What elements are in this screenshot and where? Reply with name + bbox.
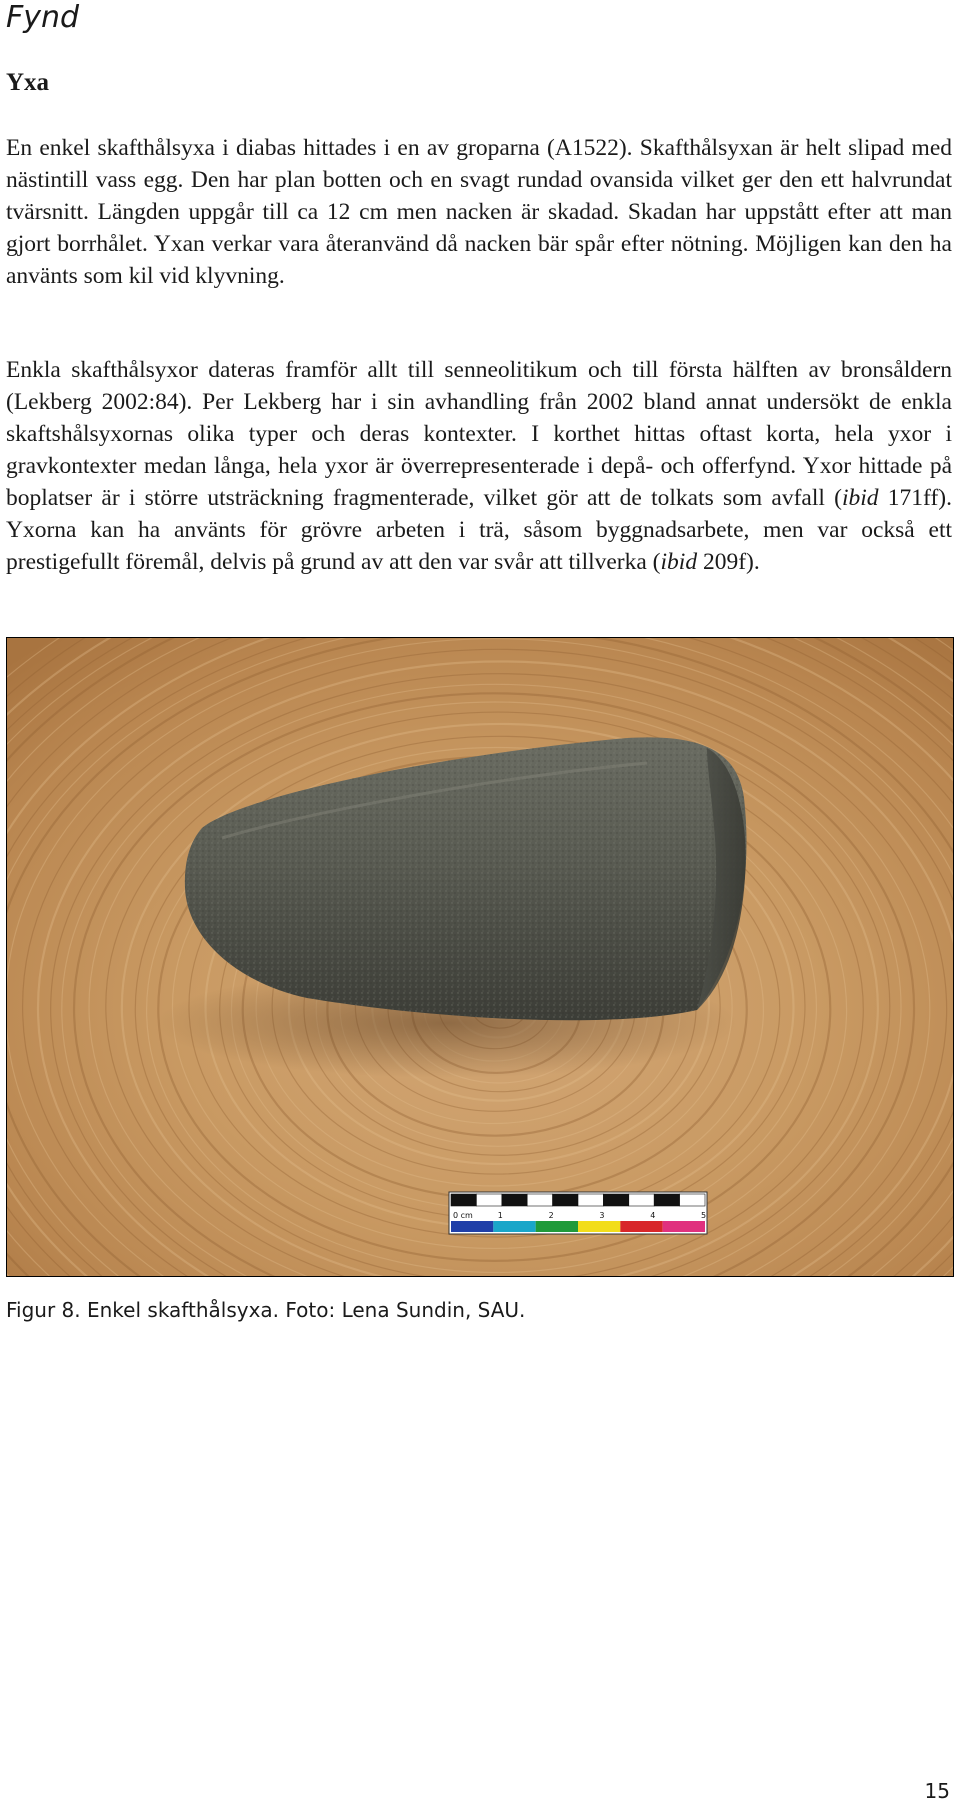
scale-segment: [603, 1194, 628, 1206]
body-paragraph-2: [6, 354, 952, 578]
ibid-reference-2: ibid: [660, 549, 698, 575]
scale-segment: [476, 1194, 501, 1206]
scale-segment: [451, 1194, 476, 1206]
scale-segment: [578, 1194, 603, 1206]
scale-color-patch: [620, 1221, 662, 1232]
scale-tick-label: 4: [650, 1211, 656, 1220]
scale-color-patch: [451, 1221, 493, 1232]
paragraph-2-part-1: Enkla skafthålsyxor dateras framför allt till senneolitikum och till första hälften av bronsåldern (Lekberg 2002:84). Per Lekberg har i sin avhandling från 2002 bland annat undersökt de enkla skaftshålsyxornas olika typer och deras kontexter. I korthet hittas oftast korta, hela yxor i gravkontexter medan långa, hela yxor är överrepresenterade i depå- och offerfynd. Yxor hittade på boplatser är i större utsträckning fragmenterade, vilket gör att de tolkats som avfall (: [6, 357, 952, 511]
scale-color-patch: [536, 1221, 578, 1232]
ibid-reference-1: ibid: [842, 485, 879, 511]
scale-segment: [553, 1194, 578, 1206]
scale-segment: [527, 1194, 552, 1206]
scale-unit-label: 0 cm: [453, 1211, 473, 1220]
section-heading: Fynd: [6, 0, 80, 35]
paragraph-1-text: En enkel skafthålsyxa i diabas hittades i en av groparna (A1522). Skafthålsyxan är helt slipad med nästintill vass egg. Den har plan botten och en svagt rundad ovansida vilket ger den ett halvrundat tvärsnitt. Längden uppgår till ca 12 cm men nacken är skadad. Skadan har uppstått efter att man gjort borrhålet. Yxan verkar vara återanvänd då nacken bär spår efter nötning. Möjligen kan den ha använts som kil vid klyvning.: [6, 135, 952, 289]
scale-tick-label: 1: [497, 1211, 503, 1220]
figure-caption: Figur 8. Enkel skafthålsyxa. Foto: Lena Sundin, SAU.: [6, 1298, 526, 1322]
paragraph-2-part-3: 209f).: [697, 549, 760, 575]
scale-segment: [629, 1194, 654, 1206]
page-number: 15: [924, 1779, 950, 1803]
scale-segment: [502, 1194, 527, 1206]
scale-tick-label: 2: [548, 1211, 554, 1220]
scale-color-patch: [493, 1221, 535, 1232]
figure-photo: [6, 637, 954, 1277]
scale-segment: [680, 1194, 705, 1206]
paragraph-2-part-2: 171ff). Yxorna kan ha använts för grövre arbeten i trä, såsom byggnadsarbete, men var också ett prestigefullt föremål, delvis på grund av att den var svår att tillverka (: [6, 485, 952, 575]
axe-photograph: [7, 638, 953, 1276]
body-paragraph-1: [6, 132, 952, 292]
scale-segment: [654, 1194, 679, 1206]
scale-tick-label: 5: [701, 1211, 707, 1220]
photo-scale-bar: [449, 1192, 707, 1234]
scale-tick-label: 3: [599, 1211, 605, 1220]
scale-color-patch: [578, 1221, 620, 1232]
subsection-heading: Yxa: [6, 69, 50, 96]
scale-color-patch: [663, 1221, 705, 1232]
